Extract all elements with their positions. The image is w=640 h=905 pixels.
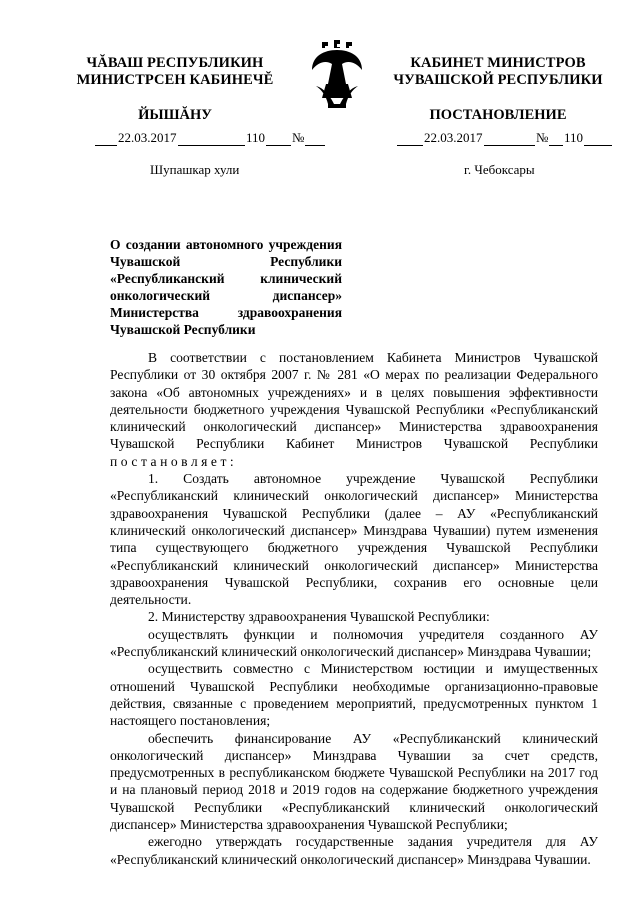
paragraph-2: 2. Министерству здравоохранения Чувашской Республики: <box>148 609 490 625</box>
doc-number: 110 <box>564 130 584 145</box>
document-title: О создании автономного учреждения Чувашской Республики «Республиканский клинический онкологический диспансер» Министерства здравоохранения Чувашской Республики <box>110 237 342 337</box>
paragraph-1: 1. Создать автономное учреждение Чувашской Республики «Республиканский клинический онкологический диспансер» Министерства здравоохранения Чувашской Республики (далее – АУ «Республиканский клинический онкологический диспансер» Минздрава Чувашии) путем изменения типа существующего бюджетного учреждения Чувашской Республики «Республиканский клинический онкологический диспансер» Министерства здравоохранения Чувашской Республики, сохранив его основные цели деятельности. <box>110 471 598 608</box>
doc-number: 110 <box>246 130 266 145</box>
preamble-paragraph: В соответствии с постановлением Кабинета Министров Чувашской Республики от 30 октября 2007 г. № 281 «О мерах по реализации Федерального закона «Об автономных учреждениях» и в целях повышения эффективности деятельности бюджетного учреждения Чувашской Республики «Республиканский клинический онкологический диспансер» Министерства здравоохранения Чувашской Республики Кабинет Министров Чувашской Республики постановляет: <box>110 350 598 469</box>
decree-word: постановляет: <box>110 453 238 469</box>
date-number-line-chuvash <box>95 130 325 146</box>
number-sign: № <box>536 130 549 145</box>
doc-type-russian: ПОСТАНОВЛЕНИЕ <box>429 107 567 123</box>
city-russian: г. Чебоксары <box>464 162 535 177</box>
paragraph-2a: осуществлять функции и полномочия учредителя созданного АУ «Республиканский клинический онкологический диспансер» Минздрава Чувашии; <box>110 626 598 660</box>
paragraph-2d: ежегодно утверждать государственные задания учредителя для АУ «Республиканский клинический онкологический диспансер» Минздрава Чувашии. <box>110 834 598 867</box>
org-name-chuvash: ЧĂВАШ РЕСПУБЛИКИН МИНИСТРСЕН КАБИНЕЧĔ <box>76 55 274 88</box>
document-body <box>110 349 598 868</box>
doc-date: 22.03.2017 <box>118 130 177 145</box>
doc-type-chuvash: ЙЫШĂНУ <box>138 107 212 123</box>
coat-of-arms-icon <box>308 40 366 110</box>
city-chuvash: Шупашкар хули <box>150 162 240 177</box>
doc-date: 22.03.2017 <box>424 130 483 145</box>
header-right <box>378 0 618 124</box>
header-left <box>55 0 295 124</box>
date-number-line-russian <box>397 130 612 146</box>
number-sign: № <box>292 130 305 145</box>
org-name-russian: КАБИНЕТ МИНИСТРОВ ЧУВАШСКОЙ РЕСПУБЛИКИ <box>393 55 603 88</box>
paragraph-2c: обеспечить финансирование АУ «Республиканский клинический онкологический диспансер» Минздрава Чувашии за счет средств, предусмотренных в республиканском бюджете Чувашской Республики на 2017 год и на плановый период 2018 и 2019 годов на содержание бюджетного учреждения Чувашской Республики «Республиканский клинический онкологический диспансер» Министерства здравоохранения Чувашской Республики; <box>110 730 598 833</box>
paragraph-2b: осуществить совместно с Министерством юстиции и имущественных отношений Чувашской Республики необходимые организационно-правовые действия, связанные с проведением мероприятий, предусмотренных пунктом 1 настоящего постановления; <box>110 661 598 729</box>
